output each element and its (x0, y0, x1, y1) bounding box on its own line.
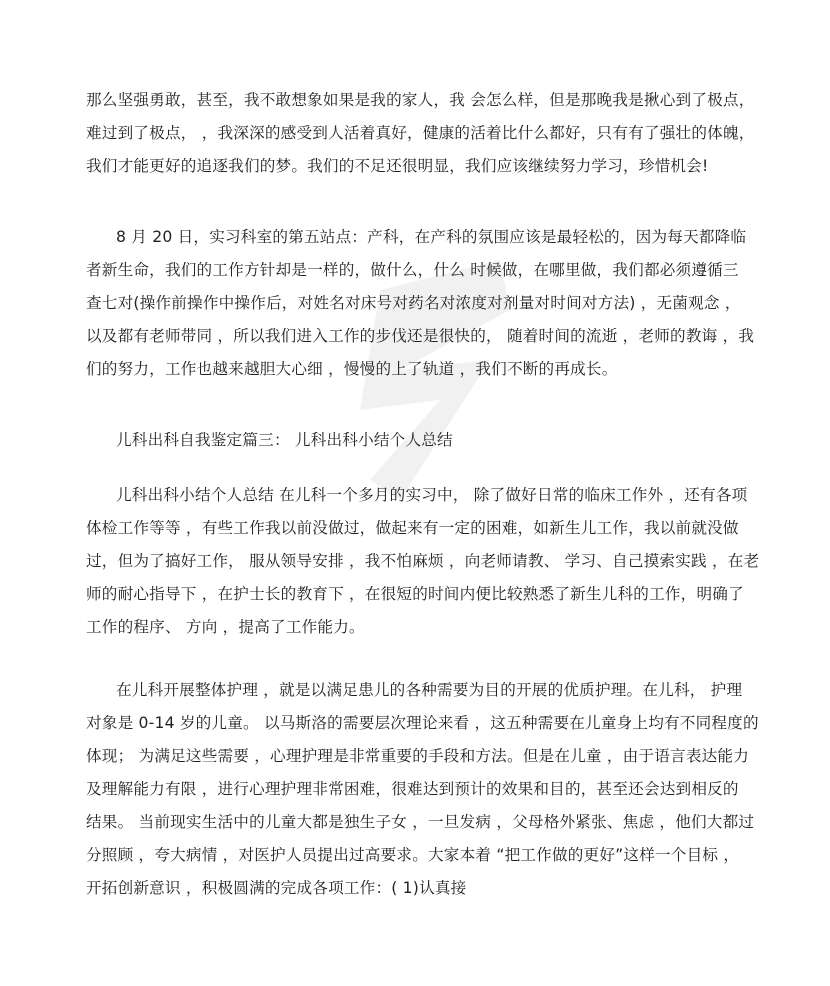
text-line: 开拓创新意识 ，积极圆满的完成各项工作：( 1)认真接 (86, 879, 467, 897)
text-line: 结果。 当前现实生活中的儿童大都是独生子女 ，一旦发病 ，父母格外紧张、焦虑 ，他们大都过 (86, 813, 755, 831)
text-line: 在儿科开展整体护理 ，就是以满足患儿的各种需要为目的开展的优质护理。在儿科， 护理 (116, 681, 743, 699)
section-heading (86, 424, 786, 457)
text-line: 及理解能力有限 ，进行心理护理非常困难，很难达到预计的效果和目的，甚至还会达到相反的 (86, 780, 739, 798)
heading-text: 儿科出科自我鉴定篇三： 儿科出科小结个人总结 (116, 431, 453, 449)
text-line: 体检工作等等 ，有些工作我以前没做过，做起来有一定的困难，如新生儿工作，我以前就没做 (86, 519, 739, 537)
text-line: 对象是 0-14 岁的儿童。 以马斯洛的需要层次理论来看 ，这五种需要在儿童身上均有不同程度的 (86, 714, 759, 732)
text-line: 工作的程序、 方向 ，提高了工作能力。 (86, 618, 365, 636)
text-line: 体现； 为满足这些需要 ，心理护理是非常重要的手段和方法。但是在儿童 ，由于语言表达能力 (86, 747, 750, 765)
paragraph-4 (86, 674, 786, 905)
text-line: 师的耐心指导下 ，在护士长的教育下 ，在很短的时间内便比较熟悉了新生儿科的工作，明确了 (86, 585, 744, 603)
text-line: 以及都有老师带同 ，所以我们进入工作的步伐还是很快的， 随着时间的流逝 ，老师的教诲 ，我 (86, 327, 755, 345)
text-line: 者新生命，我们的工作方针却是一样的，做什么，什么 时候做，在哪里做，我们都必须遵循三 (86, 261, 739, 279)
text-line: 儿科出科小结个人总结 在儿科一个多月的实习中， 除了做好日常的临床工作外 ，还有各项 (116, 486, 748, 504)
text-line: 们的努力，工作也越来越胆大心细 ，慢慢的上了轨道 ，我们不断的再成长。 (86, 360, 618, 378)
text-line: 那么坚强勇敢，甚至，我不敢想象如果是我的家人，我 会怎么样，但是那晚我是揪心到了极点， (86, 91, 755, 109)
text-line: 分照顾 ，夸大病情 ，对医护人员提出过高要求。大家本着 “把工作做的更好”这样一个目标 ， (86, 846, 740, 864)
text-line: 难过到了极点， ，我深深的感受到人活着真好，健康的活着比什么都好，只有有了强壮的体魄， (86, 124, 755, 142)
text-line: 查七对(操作前操作中操作后，对姓名对床号对药名对浓度对剂量对时间对方法) ，无菌观念 ， (86, 294, 741, 312)
text-line: 过，但为了搞好工作， 服从领导安排 ，我不怕麻烦 ，向老师请教、 学习、自己摸索实践 ，在老 (86, 552, 760, 570)
paragraph-1 (86, 84, 786, 183)
text-line: 我们才能更好的追逐我们的梦。我们的不足还很明显，我们应该继续努力学习，珍惜机会! (86, 157, 709, 175)
paragraph-2 (86, 221, 786, 386)
paragraph-3 (86, 479, 786, 644)
text-line: 8 月 20 日，实习科室的第五站点：产科，在产科的氛围应该是最轻松的，因为每天都降临 (116, 228, 747, 246)
